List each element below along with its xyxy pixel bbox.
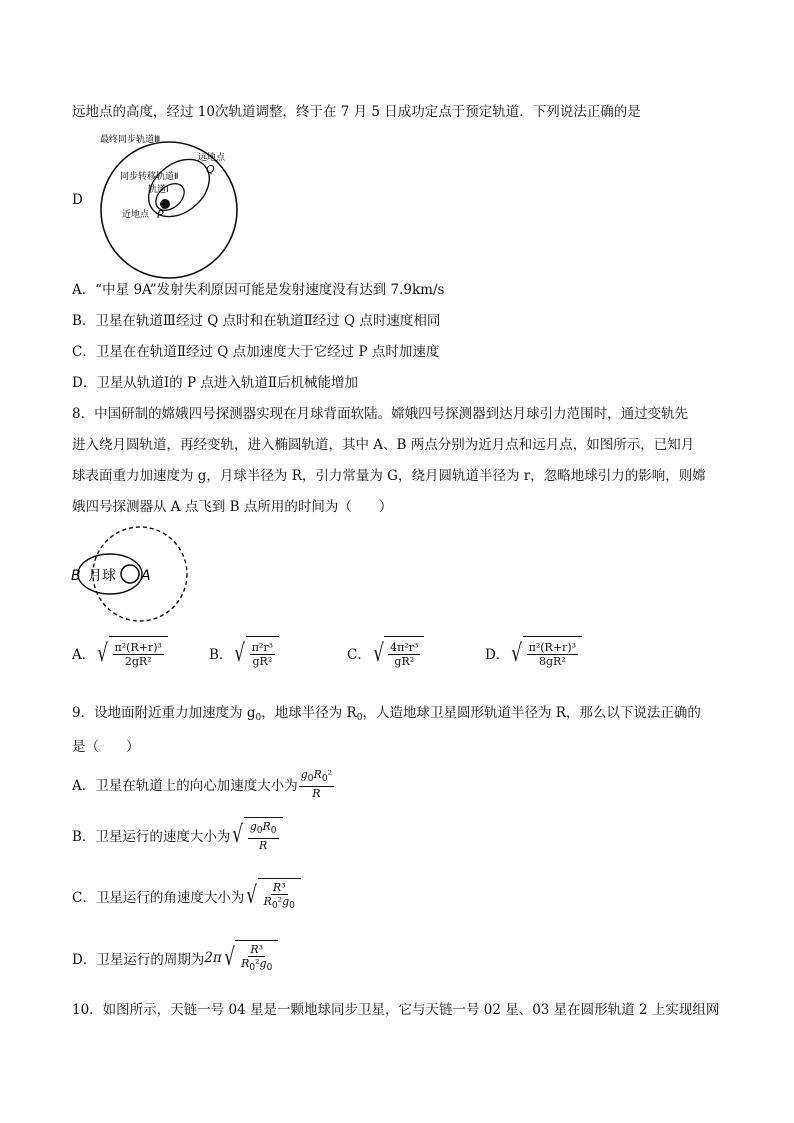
orbit-figure: [92, 130, 242, 290]
label-near: 近地点: [122, 210, 150, 220]
q8-line-4: 娥四号探测器从 A 点飞到 B 点所用的时间为（ ）: [72, 499, 393, 515]
q7-option-c: C．卫星在在轨道Ⅱ经过 Q 点加速度大于它经过 P 点时加速度: [72, 344, 440, 360]
q8-option-d: D． √ $\frac{\text{π²(R+r)³}}{\text{8gR²}}$: [485, 636, 582, 670]
q7-text: 远地点的高度，经过 10次轨道调整，终于在 7 月 5 日成功定点于预定轨道．下列说法正确的是: [72, 104, 641, 120]
q9-line-1: 9．设地面附近重力加速度为 $g_0$，地球半径为 $R_0$，人造地球卫星圆形轨道半径为 R，那么以下说法正确的: [72, 705, 701, 723]
q7-option-d: D．卫星从轨道Ⅰ的 P 点进入轨道Ⅱ后机械能增加: [72, 375, 358, 391]
label-B: B: [71, 568, 81, 584]
q9-option-b: B．卫星运行的速度大小为 √ $\frac{g_0R_0}{R}$: [72, 817, 283, 852]
q9-line-2: 是（ ）: [72, 739, 140, 755]
q9-option-d: D．卫星运行的周期为 2π √ $\frac{\text{R³}}{R_0^2g_0}$: [72, 940, 278, 975]
q10-line-1: 10．如图所示，天链一号 04 星是一颗地球同步卫星，它与天链一号 02 星、03 星在圆形轨道 2 上实现组网: [72, 1002, 720, 1018]
q8-line-2: 进入绕月圆轨道，再经变轨，进入椭圆轨道，其中 A、B 两点分别为近月点和远月点，如图所示，已知月: [72, 437, 695, 453]
label-A: A: [141, 568, 151, 584]
moon: [121, 565, 139, 583]
q7-option-a: A．“中星 9A”发射失利原因可能是发射速度没有达到 7.9km/s: [72, 282, 445, 298]
label-P: P: [157, 208, 164, 221]
q8-line-3: 球表面重力加速度为 g，月球半径为 R，引力常量为 G，绕月圆轨道半径为 r，忽略地球引力的影响，则嫦: [72, 468, 706, 484]
moon-orbit-figure: [68, 525, 198, 625]
label-moon: 月球: [88, 568, 116, 584]
q9-option-a: A．卫星在轨道上的向心加速度大小为 $\frac{g_0R_0^2}{R}$: [72, 768, 332, 800]
q9-option-c: C．卫星运行的角速度大小为 √ $\frac{\text{R³}}{R_0^2g_0}$: [72, 878, 301, 913]
q8-option-c: C． √ $\frac{\text{4π²r³}}{\text{gR²}}$: [347, 636, 424, 670]
q8-option-a: A． √ $\frac{\text{π²(R+r)³}}{\text{2gR²}}$: [72, 636, 168, 670]
q8-option-b: B． √ $\frac{\text{π²r³}}{\text{gR²}}$: [209, 636, 279, 670]
label-orbit1: 轨道Ⅰ: [148, 185, 169, 195]
label-far: 远地点: [198, 153, 226, 163]
label-orbit2: 同步转移轨道Ⅱ: [120, 172, 179, 182]
q8-line-1: 8．中国研制的嫦娥四号探测器实现在月球背面软陆。嫦娥四号探测器到达月球引力范围时，通过变轨先: [72, 406, 689, 422]
label-Q: Q: [206, 163, 215, 176]
q7-figure-label: D: [72, 192, 83, 208]
label-orbit3: 最终同步轨道Ⅲ: [100, 135, 161, 145]
q7-option-b: B．卫星在轨道Ⅲ经过 Q 点时和在轨道Ⅱ经过 Q 点时速度相同: [72, 313, 441, 329]
